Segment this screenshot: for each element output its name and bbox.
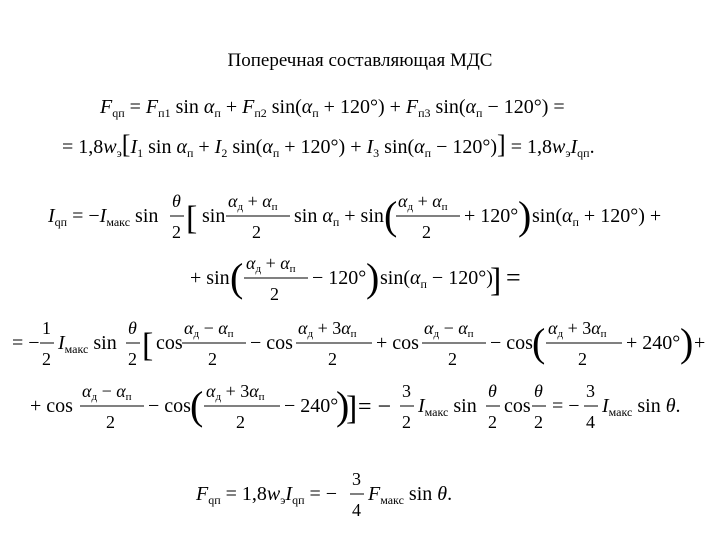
- svg-text:(: (: [532, 320, 546, 365]
- equation-5: [12, 318, 705, 369]
- svg-text:sin αп + sin: $\sin \alpha_п + \sin$: [294, 205, 384, 229]
- svg-text:cos: cos: [504, 395, 531, 417]
- svg-text:3: 3: [402, 381, 411, 401]
- svg-text:αд + 3αп: αд + 3αп: [206, 381, 265, 403]
- svg-text:cos: cos: [156, 332, 183, 354]
- svg-text:Iмакс sin: $I_{макс}$ sin: [418, 395, 477, 419]
- svg-text:Fqп = Fп1 sin αп + Fп2 sin(αп: $F_{qп} = F_{п1}$ $\sin \alpha_п + F_{п2}$ $\sin(\alpha_п + 120^\circ) + F_{п3}$ $\sin(\alpha_п - 120^\circ)$ =: [100, 96, 565, 120]
- svg-text:− cos: − cos: [250, 332, 293, 354]
- svg-text:3: 3: [352, 469, 361, 489]
- svg-text:= 1,8wэ[I1 sin αп + I2 sin(αп: = $1,8w_э[I_1$ $\sin \alpha_п + I_2$ $\sin(\alpha_п + 120^\circ) + I_3$ $\sin(\alpha_п - 120^\circ)] = 1,8w_эI_{qп}$.: [62, 130, 595, 160]
- svg-text:2: 2: [270, 284, 279, 304]
- svg-text:θ: θ: [128, 318, 137, 338]
- svg-text:sin(αп + 120°) +: $\sin(\alpha_п + 120^\circ)$ +: [532, 205, 662, 229]
- svg-text:2: 2: [488, 412, 497, 432]
- equation-4: [190, 253, 521, 304]
- svg-text:αд − αп: αд − αп: [82, 381, 132, 403]
- svg-text:Iqп = −Iмакс sin: $I_{qп} = -I_{макс}$ sin: [48, 205, 159, 229]
- svg-text:= −: = −: [12, 332, 40, 354]
- svg-text:− 240°: − 240°: [284, 395, 339, 417]
- svg-text:]: ]: [490, 262, 502, 299]
- equation-1: [99, 96, 565, 120]
- svg-text:− cos: − cos: [490, 332, 533, 354]
- svg-text:[: [: [186, 200, 198, 237]
- svg-text:[: [: [142, 327, 154, 364]
- svg-text:): ): [680, 320, 694, 365]
- svg-text:αд + αп: αд + αп: [398, 191, 448, 213]
- svg-text:2: 2: [128, 349, 137, 369]
- svg-text:(: (: [384, 193, 398, 238]
- svg-text:αд + 3αп: αд + 3αп: [548, 318, 607, 340]
- equation-6: [30, 381, 681, 432]
- svg-text:Fqп = 1,8wэIqп = −: $F_{qп} = 1,8w_эI_{qп}$ = −: [196, 483, 338, 507]
- svg-text:3: 3: [586, 381, 595, 401]
- svg-text:= −: = −: [552, 395, 580, 417]
- svg-text:): ): [336, 383, 350, 428]
- svg-text:= −: = −: [358, 394, 392, 420]
- equation-7: [195, 469, 452, 520]
- equation-3: [47, 191, 661, 242]
- svg-text:αд + αп: αд + αп: [246, 253, 296, 275]
- svg-text:2: 2: [422, 222, 431, 242]
- svg-text:+: +: [694, 332, 706, 354]
- slide-title: Поперечная составляющая МДС: [227, 50, 493, 71]
- svg-text:+ cos: + cos: [376, 332, 419, 354]
- svg-text:θ: θ: [172, 191, 181, 211]
- svg-text:Fмакс sin θ.: $F_{макс}$ sin θ.: [368, 483, 453, 507]
- svg-text:2: 2: [578, 349, 587, 369]
- svg-text:): ): [518, 193, 532, 238]
- svg-text:(: (: [190, 383, 204, 428]
- svg-text:αд − αп: αд − αп: [184, 318, 234, 340]
- svg-text:1: 1: [42, 318, 51, 338]
- svg-text:Iмакс sin: $I_{макс}$ sin: [58, 332, 117, 356]
- svg-text:αд + 3αп: αд + 3αп: [298, 318, 357, 340]
- svg-text:2: 2: [106, 412, 115, 432]
- svg-text:(: (: [230, 255, 244, 300]
- equation-2: [62, 130, 595, 160]
- svg-text:+ 240°: + 240°: [626, 332, 681, 354]
- svg-text:2: 2: [402, 412, 411, 432]
- svg-text:2: 2: [172, 222, 181, 242]
- svg-text:+ cos: + cos: [30, 395, 73, 417]
- svg-text:αд − αп: αд − αп: [424, 318, 474, 340]
- svg-text:2: 2: [236, 412, 245, 432]
- svg-text:2: 2: [328, 349, 337, 369]
- svg-text:+ sin: + sin: [190, 267, 230, 289]
- svg-text:θ: θ: [534, 381, 543, 401]
- svg-text:− 120°: − 120°: [312, 267, 367, 289]
- svg-text:+ 120°: + 120°: [464, 205, 519, 227]
- svg-text:4: 4: [352, 500, 361, 520]
- svg-text:θ: θ: [488, 381, 497, 401]
- svg-text:− cos: − cos: [148, 395, 191, 417]
- svg-text:sin: sin: [202, 205, 226, 227]
- svg-text:αд + αп: αд + αп: [228, 191, 278, 213]
- svg-text:2: 2: [252, 222, 261, 242]
- svg-text:Iмакс sin θ.: $I_{макс}$ sin θ.: [602, 395, 681, 419]
- svg-text:4: 4: [586, 412, 595, 432]
- svg-text:sin(αп − 120°): $\sin(\alpha_п - 120^\circ)$: [380, 267, 493, 291]
- svg-text:): ): [366, 255, 380, 300]
- svg-text:=: =: [506, 263, 521, 292]
- svg-text:2: 2: [534, 412, 543, 432]
- svg-text:2: 2: [42, 349, 51, 369]
- svg-text:]: ]: [346, 390, 358, 427]
- svg-text:2: 2: [448, 349, 457, 369]
- svg-text:2: 2: [208, 349, 217, 369]
